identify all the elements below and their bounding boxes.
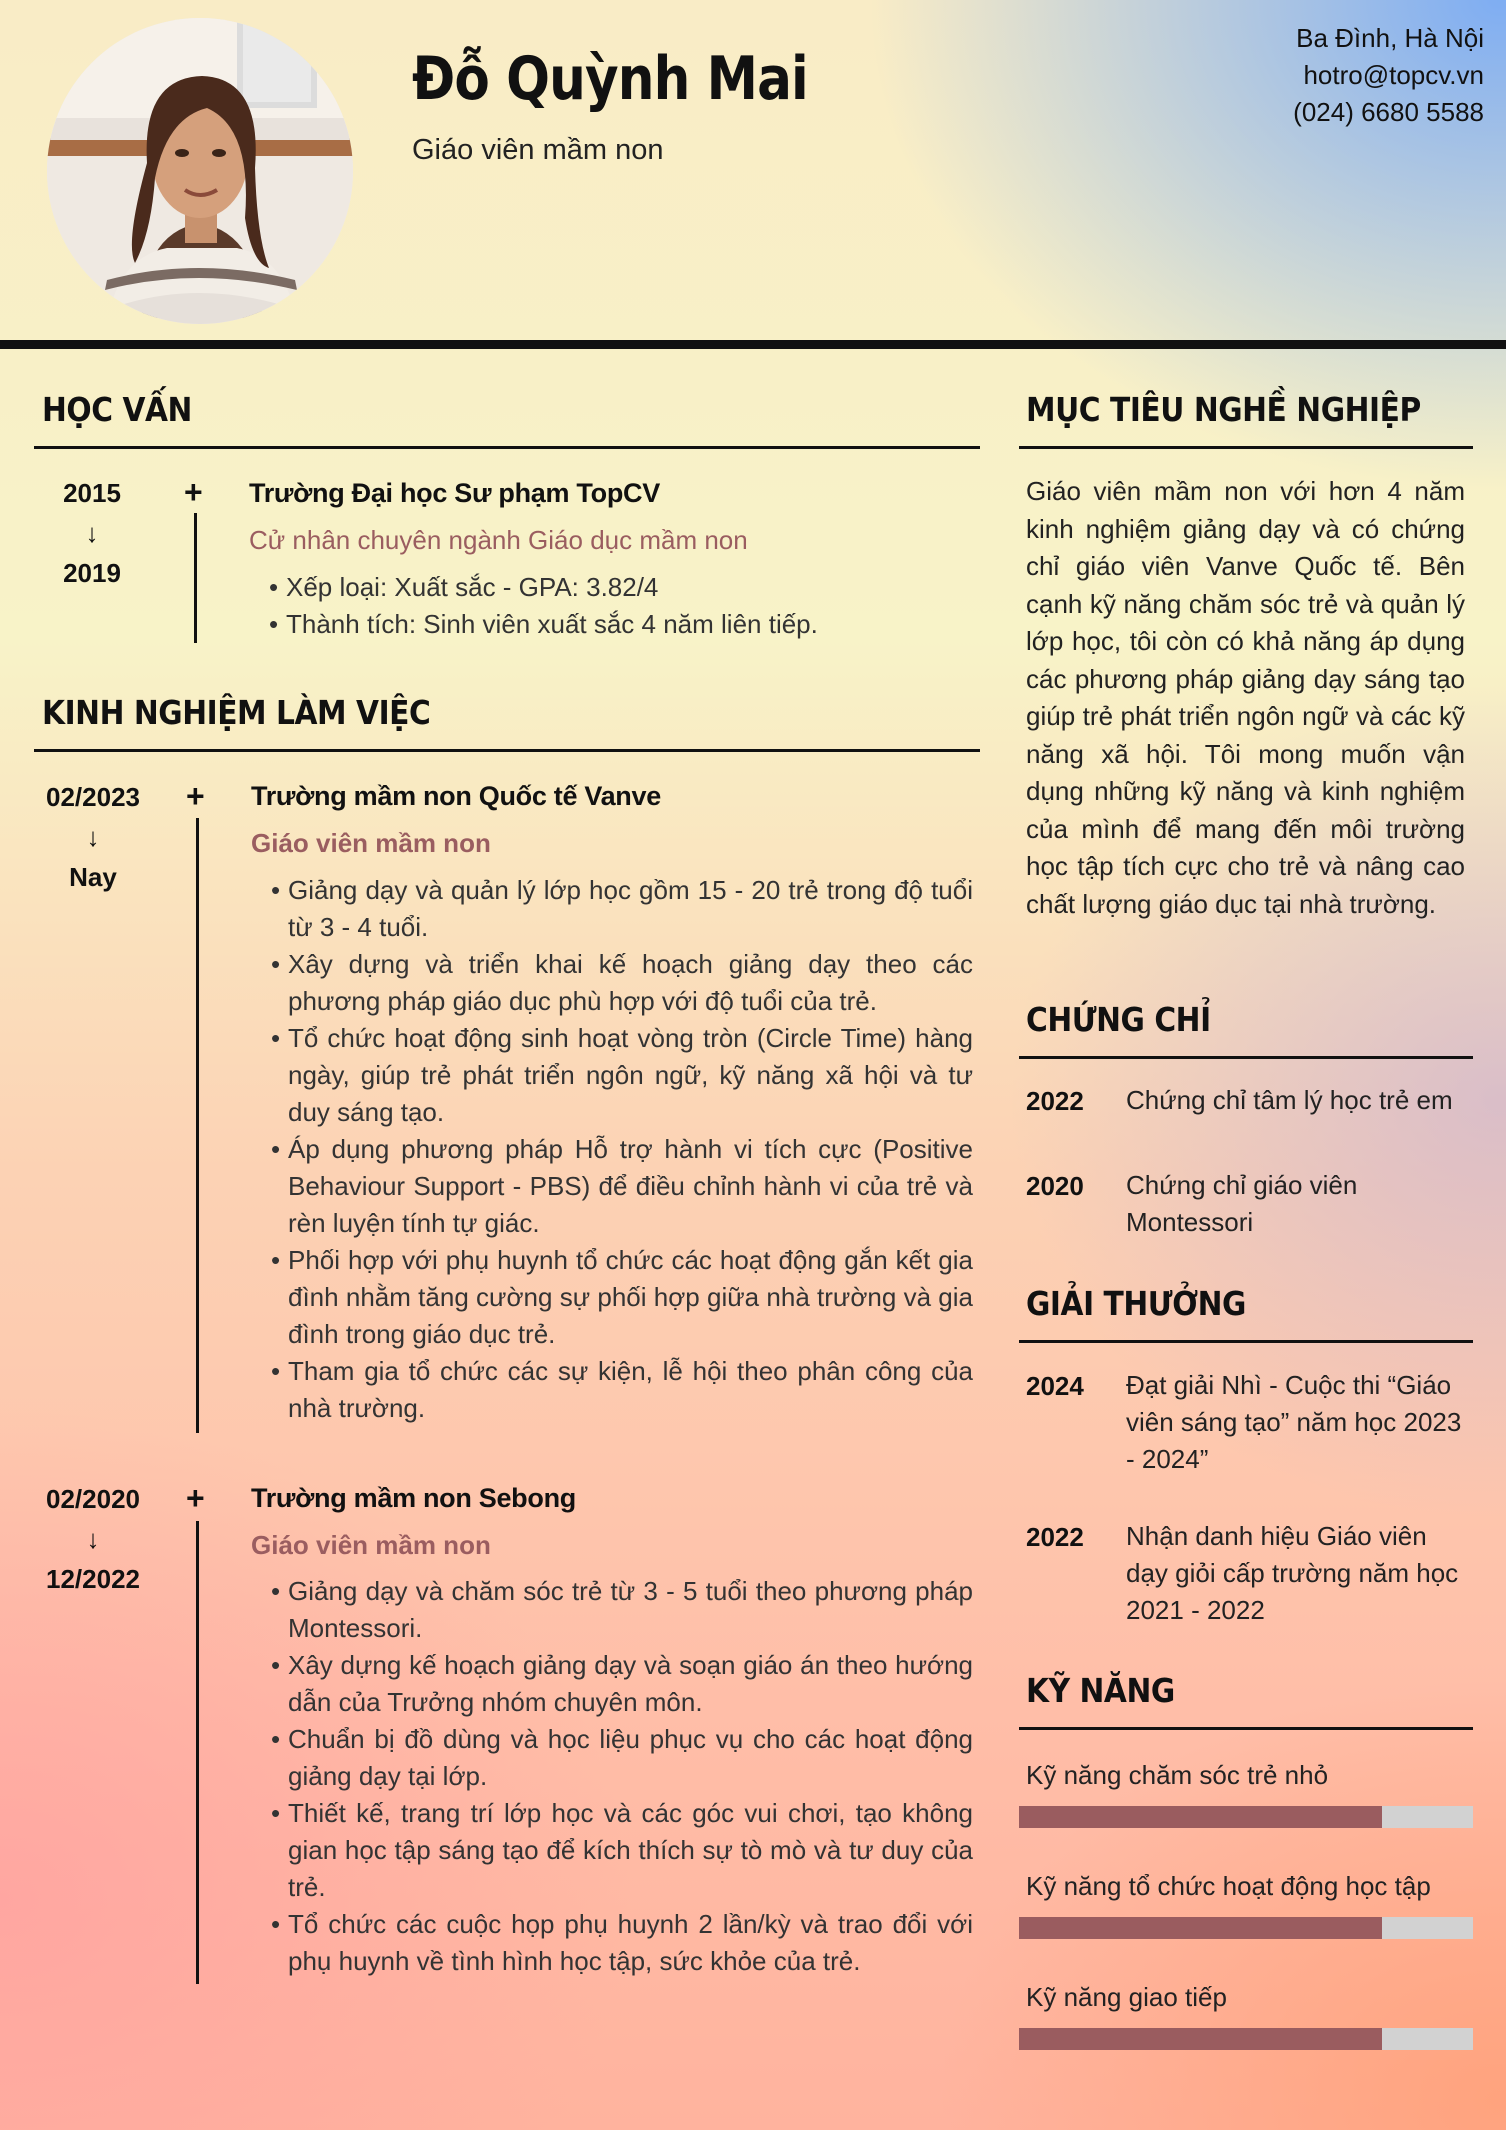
timeline-dates — [30, 777, 156, 897]
objective-text: Giáo viên mầm non với hơn 4 năm kinh nghiệm giảng dạy và có chứng chỉ giáo viên Vanve Quốc tế. Bên cạnh kỹ năng chăm sóc trẻ và quản lý lớp học, tôi còn có khả năng áp dụng các phương pháp giảng dạy sáng tạo giúp trẻ phát triển ngôn ngữ và các kỹ năng xã hội. Tôi mong muốn vận dụng những kỹ năng và kinh nghiệm của mình để mang đến môi trường học tập tích cực cho trẻ và nâng cao chất lượng giáo dục tại nhà trường. — [1026, 476, 1465, 919]
exp-company: Trường mầm non Sebong — [251, 1483, 576, 1513]
timeline-line — [194, 513, 197, 643]
education-heading: HỌC VẤN — [42, 390, 192, 429]
list-item: • Xây dựng và triển khai kế hoạch giảng dạy theo các phương pháp giáo dục phù hợp với độ tuổi của trẻ. — [271, 946, 973, 1020]
skill-name: Kỹ năng tổ chức hoạt động học tập — [1026, 1871, 1431, 1901]
job-title: Giáo viên mầm non — [412, 134, 664, 166]
skills-heading: KỸ NĂNG — [1026, 1671, 1175, 1710]
exp-bullets — [271, 872, 973, 1427]
edu-start-year: 2015 — [63, 478, 121, 508]
education-rule — [34, 446, 980, 449]
list-item: • Xây dựng kế hoạch giảng dạy và soạn giáo án theo hướng dẫn của Trưởng nhóm chuyên môn. — [271, 1647, 973, 1721]
arrow-down-icon: ↓ — [85, 518, 99, 548]
skill-bar-fill — [1019, 2028, 1382, 2050]
contact-email[interactable]: hotro@topcv.vn — [1303, 60, 1484, 90]
awards-rule — [1019, 1340, 1473, 1343]
header-divider — [0, 340, 1506, 349]
certificates-heading: CHỨNG CHỈ — [1026, 1000, 1211, 1039]
edu-degree: Cử nhân chuyên ngành Giáo dục mầm non — [249, 525, 748, 555]
skill-bar-track — [1019, 2028, 1473, 2050]
timeline-line — [196, 818, 199, 1433]
timeline-dates — [42, 473, 142, 593]
exp-end-date: Nay — [69, 862, 117, 892]
exp-start-date: 02/2023 — [46, 782, 140, 812]
list-item: • Thiết kế, trang trí lớp học và các góc vui chơi, tạo không gian học tập sáng tạo để kích thích sự tò mò và tư duy của trẻ. — [271, 1795, 973, 1906]
award-name: Đạt giải Nhì - Cuộc thi “Giáo viên sáng tạo” năm học 2023 - 2024” — [1126, 1370, 1462, 1474]
list-item: • Tổ chức các cuộc họp phụ huynh 2 lần/kỳ và trao đổi với phụ huynh về tình hình học tập, sức khỏe của trẻ. — [271, 1906, 973, 1980]
awards-heading: GIẢI THƯỞNG — [1026, 1284, 1246, 1323]
objective-heading: MỤC TIÊU NGHỀ NGHIỆP — [1026, 390, 1421, 429]
cv-header — [0, 0, 1506, 340]
edu-details — [269, 569, 889, 643]
arrow-down-icon: ↓ — [86, 1524, 100, 1554]
list-item: • Áp dụng phương pháp Hỗ trợ hành vi tích cực (Positive Behaviour Support - PBS) để điều chỉnh hành vi của trẻ và rèn luyện tính tự giác. — [271, 1131, 973, 1242]
plus-icon: + — [186, 778, 205, 814]
list-item: • Phối hợp với phụ huynh tổ chức các hoạt động gắn kết gia đình nhằm tăng cường sự phối hợp giữa nhà trường và gia đình trong giáo dục trẻ. — [271, 1242, 973, 1353]
list-item: • Chuẩn bị đồ dùng và học liệu phục vụ cho các hoạt động giảng dạy tại lớp. — [271, 1721, 973, 1795]
candidate-name: Đỗ Quỳnh Mai — [412, 44, 808, 114]
skill-bar-track — [1019, 1917, 1473, 1939]
certificate-year: 2022 — [1026, 1086, 1084, 1116]
exp-end-date: 12/2022 — [46, 1564, 140, 1594]
exp-company: Trường mầm non Quốc tế Vanve — [251, 781, 661, 811]
edu-end-year: 2019 — [63, 558, 121, 588]
plus-icon: + — [184, 474, 203, 510]
exp-bullets — [271, 1573, 973, 1980]
contact-address: Ba Đình, Hà Nội — [1296, 23, 1484, 53]
edu-school: Trường Đại học Sư phạm TopCV — [249, 478, 660, 508]
avatar — [47, 18, 353, 324]
list-item: • Tham gia tổ chức các sự kiện, lễ hội theo phân công của nhà trường. — [271, 1353, 973, 1427]
exp-start-date: 02/2020 — [46, 1484, 140, 1514]
experience-rule — [34, 749, 980, 752]
arrow-down-icon: ↓ — [86, 822, 100, 852]
skills-rule — [1019, 1727, 1473, 1730]
skill-bar-track — [1019, 1806, 1473, 1828]
certificate-name: Chứng chỉ giáo viên Montessori — [1126, 1170, 1358, 1237]
certificate-name: Chứng chỉ tâm lý học trẻ em — [1126, 1085, 1453, 1115]
award-name: Nhận danh hiệu Giáo viên dạy giỏi cấp trường năm học 2021 - 2022 — [1126, 1521, 1459, 1625]
list-item: • Giảng dạy và quản lý lớp học gồm 15 - 20 trẻ trong độ tuổi từ 3 - 4 tuổi. — [271, 872, 973, 946]
exp-role: Giáo viên mầm non — [251, 828, 491, 858]
contact-block — [1293, 20, 1484, 131]
exp-role: Giáo viên mầm non — [251, 1530, 491, 1560]
experience-heading: KINH NGHIỆM LÀM VIỆC — [42, 693, 431, 732]
list-item: • Giảng dạy và chăm sóc trẻ từ 3 - 5 tuổi theo phương pháp Montessori. — [271, 1573, 973, 1647]
list-item: • Thành tích: Sinh viên xuất sắc 4 năm liên tiếp. — [269, 606, 889, 643]
skill-bar-fill — [1019, 1917, 1382, 1939]
skill-bar-fill — [1019, 1806, 1382, 1828]
plus-icon: + — [186, 1480, 205, 1516]
certificates-rule — [1019, 1056, 1473, 1059]
list-item: • Xếp loại: Xuất sắc - GPA: 3.82/4 — [269, 569, 889, 606]
timeline-line — [196, 1521, 199, 1984]
skill-name: Kỹ năng chăm sóc trẻ nhỏ — [1026, 1760, 1329, 1790]
list-item: • Tổ chức hoạt động sinh hoạt vòng tròn (Circle Time) hàng ngày, giúp trẻ phát triển ngôn ngữ, kỹ năng xã hội và tư duy sáng tạo. — [271, 1020, 973, 1131]
objective-rule — [1019, 446, 1473, 449]
award-year: 2024 — [1026, 1371, 1084, 1401]
skill-name: Kỹ năng giao tiếp — [1026, 1982, 1227, 2012]
certificate-year: 2020 — [1026, 1171, 1084, 1201]
contact-phone[interactable]: (024) 6680 5588 — [1293, 97, 1484, 127]
award-year: 2022 — [1026, 1522, 1084, 1552]
timeline-dates — [30, 1479, 156, 1599]
